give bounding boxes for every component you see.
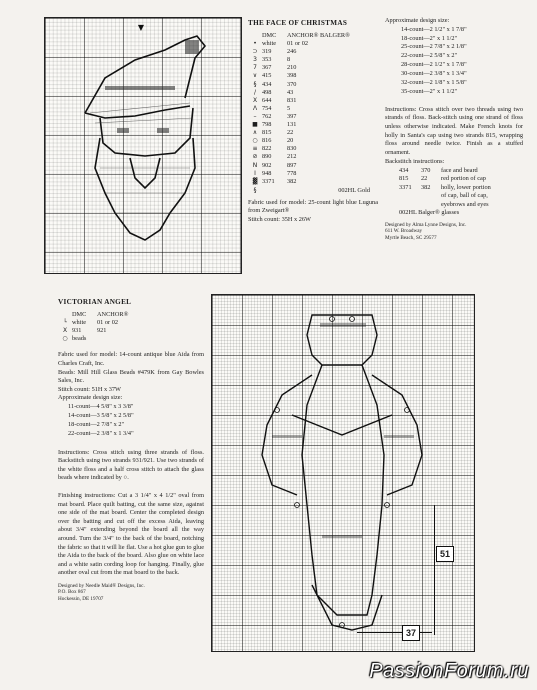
key-anchor: 212 [287,153,297,161]
face-credit-line: 611 W. Broadway [385,228,423,235]
backstitch-dmc: 3371 [399,183,412,191]
key-anchor: 01 or 02 [97,319,118,327]
face-credit [385,222,523,242]
width-dimension-label: 37 [402,625,420,641]
key-anchor: 131 [287,121,297,129]
key-dmc: 353 [262,56,272,64]
face-of-christmas-chart [44,17,242,274]
key-symbol: 7 [253,64,257,72]
backstitch-dmc: 434 [399,167,409,174]
angel-credit-line: Designed by Needle Maid® Designs, Inc. [58,582,145,589]
key-row [248,153,378,161]
key-row [248,40,378,48]
key-dmc: 3371 [262,177,275,185]
backstitch-anchor [421,192,441,200]
key-dmc: 931 [72,327,82,335]
key-anchor: 01 or 02 [287,40,308,48]
face-stitch-count: Stitch count: 35H x 26W [248,216,311,224]
key-symbol: / [253,88,257,96]
backstitch-desc: eyebrows and eyes [441,200,489,208]
key-symbol: § [253,80,257,88]
face-size-title: Approximate design size: [385,17,450,24]
key-symbol: 3 [253,56,257,64]
key-dmc: 498 [262,88,272,96]
backstitch-row [399,201,523,209]
angel-size-title: Approximate design size: [58,394,123,402]
backstitch-anchor: 382 [421,183,431,191]
key-dmc: 902 [262,161,272,169]
backstitch-desc: holly, lower portion [441,183,491,191]
size-item: 11-count—4 5/8" x 3 3/8" [68,402,134,410]
backstitch-dmc [399,192,421,200]
key-row [248,145,378,153]
face-key-list [248,40,378,186]
victorian-angel-chart [211,294,475,652]
key-symbol: – [253,112,257,120]
key-dmc: 319 [262,48,272,56]
backstitch-dmc: 815 [399,175,409,183]
key-symbol: N [252,161,258,169]
size-item: 25-count—2 7/8" x 2 1/8" [401,43,467,51]
key-symbol: X [62,327,68,335]
size-item: 14-count—3 5/8" x 2 5/8" [68,411,134,419]
key-anchor: 398 [287,72,297,80]
face-title: THE FACE OF CHRISTMAS [248,19,348,27]
key-row [248,48,378,56]
santa-face-pattern [45,18,241,273]
face-credit-line: Myrtle Beach, SC 29577 [385,234,437,241]
face-instructions-block [385,17,523,241]
key-symbol: ■ [252,121,258,129]
key-symbol: Λ [252,104,258,112]
face-backstitch-list [385,167,523,209]
face-size-list [385,26,523,97]
svg-text:▼: ▼ [137,23,145,32]
face-key-header-anchor: ANCHOR® BALGER® [287,32,350,39]
size-item: 14-count—2 1/2" x 1 7/8" [401,25,467,33]
key-dmc: 367 [262,64,272,72]
face-backstitch-note: 002HL Balger® glasses [399,209,460,217]
key-anchor: 5 [287,104,291,112]
key-anchor [97,335,137,343]
key-dmc: 415 [262,72,272,80]
backstitch-anchor: 370 [421,167,431,174]
face-key-header-dmc: DMC [262,32,277,39]
key-row [248,97,378,105]
key-row [58,327,204,335]
size-item: 28-count—2 1/2" x 1 7/8" [401,61,467,69]
key-symbol: ⊃ [252,48,258,56]
key-anchor: 22 [287,129,294,137]
key-anchor: 921 [97,327,107,335]
key-dmc: 644 [262,96,272,104]
size-item: 30-count—2 3/8" x 1 3/4" [401,70,467,78]
angel-credit-line: P.O. Box 867 [58,589,86,596]
key-dmc: 434 [262,80,272,88]
watermark: PassionForum.ru [369,660,529,682]
key-symbol: ∨ [252,72,258,80]
size-item: 18-count—2 7/8" x 2" [68,420,125,428]
key-row [248,72,378,80]
gold-symbol: § [253,186,257,194]
key-dmc: 798 [262,121,272,129]
key-row [248,105,378,113]
height-dimension-label: 51 [436,546,454,562]
angel-instructions: Instructions: Cross stitch using three strands of floss. Backstitch using two strands 931/921. Use two strands of the white floss and a half cross stitch to attach the glass beads where indicated by ○. [58,448,204,482]
key-row [248,81,378,89]
face-credit-line: Designed by Alma Lynne Designs, Inc. [385,221,467,228]
key-row [248,121,378,129]
key-anchor: 246 [287,48,297,56]
backstitch-row [399,192,523,200]
backstitch-desc: face and beard [441,167,478,174]
key-anchor: 397 [287,112,297,120]
face-fabric: Fabric used for model: 25-count light blue Luguna from Zweigart® [248,198,378,215]
key-dmc: 754 [262,104,272,112]
angel-key-list [58,319,204,343]
key-anchor: 210 [287,64,297,72]
angel-beads: Beads: Mill Hill Glass Beads #479K from Gay Bowles Sales, Inc. [58,368,204,385]
key-row [248,170,378,178]
backstitch-anchor [421,201,441,209]
angel-finishing: Finishing instructions: Cut a 3 1/4" x 4 1/2" oval from mat board. Place quilt batting, cut the same size, against one side of the mat board. Center the completed design over the batting and cut off the excess Aida, leaving about 3/4" extending beyond the board all the way around. Turn the 3/4" to the back of the board, notching the fabric so that it will lie flat. Use a hot glue gun to glue the Aida to the back of the board. Also glue on white lace and a white satin cording loop for hanging. Finally, glue another oval cut from the mat board to the back. [58,491,204,577]
key-symbol: ∧ [252,129,258,137]
key-anchor: 382 [287,177,297,185]
key-row [58,319,204,327]
angel-fabric: Fabric used for model: 14-count antique blue Aida from Charles Craft, Inc. [58,351,204,367]
key-symbol: X [252,96,258,104]
backstitch-desc: of cap, ball of cap, [441,192,488,200]
backstitch-dmc [399,201,421,209]
angel-credit [58,583,204,603]
backstitch-desc: red portion of cap [441,175,486,183]
backstitch-row [399,184,523,192]
key-row [248,64,378,72]
angel-credit-line: Hockessin, DE 19707 [58,596,104,603]
key-dmc: 890 [262,153,272,161]
size-item: 22-count—2 3/8" x 1 3/4" [68,429,134,437]
size-item: 22-count—2 5/8" x 2" [401,52,458,60]
key-row [248,137,378,145]
key-symbol: ○ [62,335,68,343]
key-symbol: └ [63,319,67,327]
key-symbol: ⊘ [252,153,258,161]
key-anchor: 897 [287,161,297,169]
width-dimension-line [357,632,432,633]
key-anchor: 831 [287,96,297,104]
key-dmc: 948 [262,169,272,177]
key-anchor: 370 [287,80,297,88]
key-row [248,89,378,97]
backstitch-row [399,167,523,175]
backstitch-anchor: 22 [421,175,428,183]
face-key-header [248,32,378,40]
key-row [248,178,378,186]
key-row [58,335,204,343]
key-row [248,162,378,170]
key-row [248,56,378,64]
face-key-block [248,19,378,225]
key-row [248,113,378,121]
key-symbol: I [254,169,256,177]
key-dmc: 762 [262,112,272,120]
gold-label: 002HL Gold [338,186,370,194]
key-symbol: ○ [252,137,258,145]
angel-key-header-dmc: DMC [72,311,87,318]
key-symbol: ≡ [252,145,258,153]
face-instructions: Instructions: Cross stitch over two threads using two strands of floss. Back-stitch using one strand of floss unless otherwise indicated. Make French knots for holly in Santa's cap using two strands 815, wrapping floss around needle twice. Finish as a stuffed ornament. [385,105,523,156]
size-item: 35-count—2" x 1 1/2" [401,87,458,95]
key-symbol: ▓ [252,177,258,185]
size-item: 32-count—2 1/8" x 1 5/8" [401,79,467,87]
key-dmc: 822 [262,145,272,153]
angel-size-list [58,403,204,439]
face-backstitch-title: Backstitch instructions: [385,158,445,166]
key-anchor: 778 [287,169,297,177]
key-anchor: 20 [287,137,294,145]
angel-key-header-anchor: ANCHOR® [97,311,129,318]
key-dmc: 816 [262,137,272,145]
angel-stitch-count: Stitch count: 51H x 37W [58,385,121,393]
key-anchor: 43 [287,88,294,96]
height-dimension-line [434,505,435,635]
angel-title: VICTORIAN ANGEL [58,298,132,306]
key-dmc: 815 [262,129,272,137]
face-gold-row [248,187,378,195]
key-dmc: white [72,319,86,327]
size-item: 18-count—2" x 1 1/2" [401,34,458,42]
angel-key-header [58,311,204,319]
key-row [248,129,378,137]
key-anchor: 8 [287,56,291,64]
backstitch-row [399,175,523,183]
key-dmc: white [262,40,276,48]
key-symbol: • [253,40,257,48]
key-dmc: beads [72,335,87,343]
angel-text-block [58,298,204,603]
key-anchor: 830 [287,145,297,153]
